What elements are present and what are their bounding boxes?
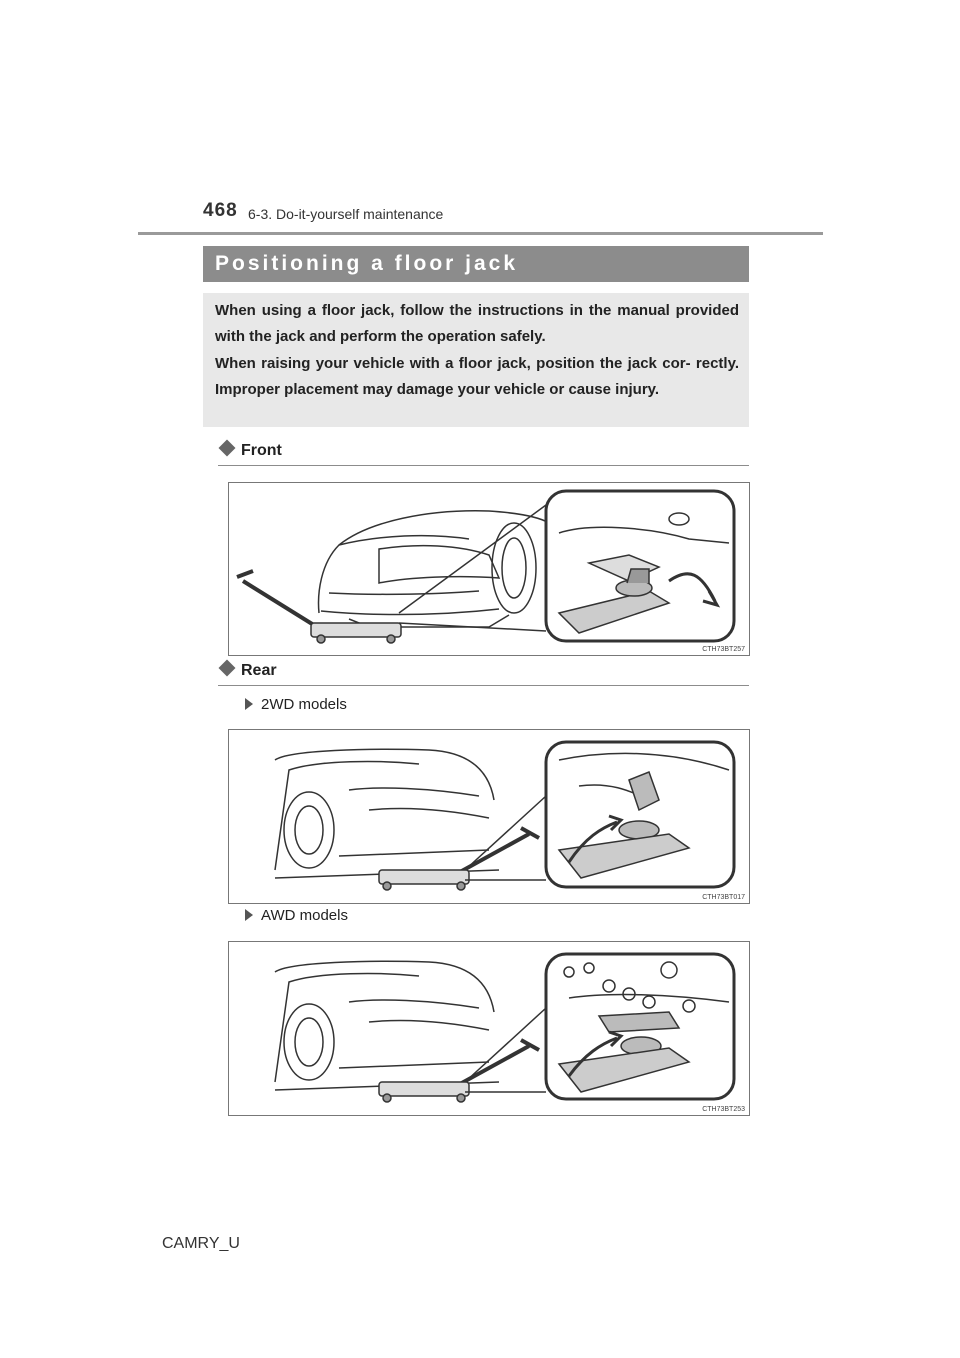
model-label: 2WD models bbox=[261, 696, 347, 713]
front-jack-figure bbox=[228, 482, 750, 656]
diamond-bullet-icon bbox=[219, 440, 236, 457]
front-jack-illustration bbox=[229, 483, 749, 655]
model-code: CAMRY_U bbox=[162, 1235, 240, 1252]
rear-awd-jack-figure bbox=[228, 941, 750, 1116]
section-label: 6-3. Do-it-yourself maintenance bbox=[248, 206, 444, 222]
intro-paragraph-2: When raising your vehicle with a floor jack, position the jack cor- rectly. Improper placement may damage your vehicle or cause injury. bbox=[215, 355, 739, 398]
section-title-bar bbox=[203, 246, 749, 282]
triangle-bullet-icon bbox=[245, 698, 253, 710]
model-item-awd bbox=[245, 907, 348, 924]
rear-2wd-jack-figure bbox=[228, 729, 750, 904]
intro-paragraph-1: When using a floor jack, follow the instructions in the manual provided with the jack and perform the operation safely. bbox=[215, 302, 739, 345]
section-title: Positioning a floor jack bbox=[215, 252, 519, 275]
rear-heading-text: Rear bbox=[241, 662, 277, 679]
front-heading-rule bbox=[218, 465, 749, 466]
rear-heading bbox=[218, 662, 277, 680]
model-item-2wd bbox=[245, 696, 347, 713]
header-divider bbox=[138, 232, 823, 235]
figure-code: CTH73BT257 bbox=[702, 646, 745, 653]
rear-heading-rule bbox=[218, 685, 749, 686]
figure-code: CTH73BT017 bbox=[702, 894, 745, 901]
front-heading-text: Front bbox=[241, 442, 282, 459]
intro-box bbox=[203, 293, 749, 427]
rear-2wd-jack-illustration bbox=[229, 730, 749, 903]
diamond-bullet-icon bbox=[219, 660, 236, 677]
front-heading bbox=[218, 442, 282, 460]
rear-awd-jack-illustration bbox=[229, 942, 749, 1115]
page-number: 468 bbox=[203, 200, 238, 221]
model-label: AWD models bbox=[261, 907, 348, 924]
triangle-bullet-icon bbox=[245, 909, 253, 921]
figure-code: CTH73BT253 bbox=[702, 1106, 745, 1113]
